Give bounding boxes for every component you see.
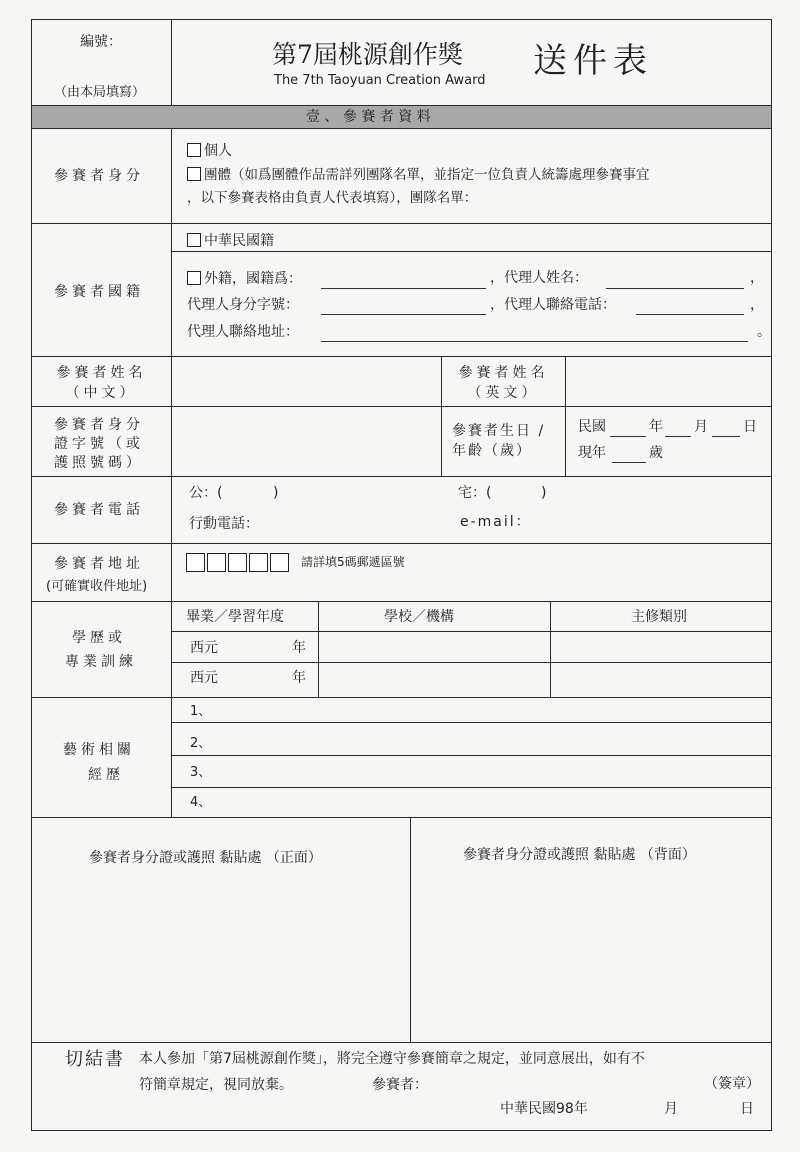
serial-label: 編號：	[80, 34, 122, 50]
agent-phone-label: ，代理人聯絡電話：	[490, 297, 616, 313]
name-zh-sub: （中文）	[65, 385, 138, 401]
age-unit: 歲	[649, 445, 663, 461]
foreign-country-line[interactable]	[321, 288, 486, 289]
foreign-checkbox[interactable]	[187, 271, 201, 285]
identity-group-option[interactable]: 團體（如爲團體作品需詳列團隊名單，並指定一位負責人統籌處理參賽事宜	[187, 167, 650, 183]
section-title: 壹 、 參 賽 者 資 料	[306, 109, 431, 125]
col-major: 主修類別	[631, 609, 687, 625]
id-label-3: 護照號碼）	[54, 455, 144, 471]
birth-roc: 民國	[578, 419, 606, 435]
phone-label: 參賽者電話	[54, 502, 144, 518]
award-title: 第7屆桃源創作獎	[272, 40, 463, 69]
art-item-2: 2、	[190, 736, 212, 751]
birth-day-line[interactable]	[712, 436, 740, 437]
pledge-signer: 參賽者：	[372, 1077, 428, 1093]
art-label-2: 經歷	[88, 767, 124, 783]
award-title-en: The 7th Taoyuan Creation Award	[274, 73, 486, 88]
id-label-1: 參賽者身分	[54, 417, 144, 433]
agent-address-line[interactable]	[321, 341, 748, 342]
name-en-sub: （英文）	[467, 385, 540, 401]
birth-month-line[interactable]	[665, 436, 691, 437]
col-year: 畢業／學習年度	[186, 609, 284, 625]
pledge-seal: （簽章）	[704, 1076, 760, 1092]
name-zh-label: 參賽者姓名	[56, 365, 147, 381]
zip-note: 請詳填5碼郵遞區號	[301, 555, 405, 569]
individual-checkbox[interactable]	[187, 143, 201, 157]
identity-group-line2: ，以下參賽表格由負責人代表填寫），團隊名單：	[187, 190, 478, 206]
pledge-date-month: 月	[664, 1101, 678, 1117]
identity-individual-option[interactable]: 個人	[187, 143, 232, 158]
comma-1: ，	[750, 270, 764, 286]
birth-label-2: 年齡（歲）	[452, 443, 532, 459]
edu-row-1-era: 西元	[190, 640, 218, 656]
agent-name-label: ，代理人姓名：	[490, 270, 588, 286]
office-phone: 公：(	[189, 485, 223, 501]
form-title: 送件表	[533, 41, 653, 81]
zip-boxes[interactable]	[186, 553, 291, 572]
pledge-line1: 本人參加「第7屆桃源創作獎」，將完全遵守參賽簡章之規定，並同意展出，如有不	[139, 1051, 645, 1067]
pledge-line2: 符簡章規定，視同放棄。	[139, 1077, 293, 1093]
id-label-2: 證字號（或	[54, 436, 144, 452]
art-item-4: 4、	[190, 795, 212, 810]
edu-row-2-unit: 年	[292, 670, 306, 686]
col-school: 學校／機構	[384, 609, 454, 625]
birth-day: 日	[743, 419, 757, 435]
birth-year: 年	[649, 419, 663, 435]
birth-label-1: 參賽者生日 /	[452, 423, 546, 439]
name-en-label: 參賽者姓名	[458, 365, 549, 381]
email-label: e-mail：	[460, 514, 532, 530]
identity-label: 參賽者身分	[54, 168, 144, 184]
education-label-2: 專業訓練	[65, 654, 137, 670]
nationality-label: 參賽者國籍	[54, 284, 144, 300]
birth-year-line[interactable]	[610, 436, 646, 437]
address-label: 參賽者地址	[54, 556, 144, 572]
comma-2: ，	[750, 297, 764, 313]
office-phone-close: )	[273, 485, 279, 501]
paste-front: 參賽者身分證或護照 黏貼處 （正面）	[89, 850, 322, 866]
roc-checkbox[interactable]	[187, 233, 201, 247]
education-label-1: 學歷或	[72, 630, 126, 646]
agent-phone-line[interactable]	[636, 314, 744, 315]
agent-id-line[interactable]	[321, 314, 486, 315]
art-item-1: 1、	[190, 704, 212, 719]
edu-row-1-unit: 年	[292, 640, 306, 656]
period: 。	[757, 324, 771, 340]
edu-row-2-era: 西元	[190, 670, 218, 686]
pledge-date-roc: 中華民國98年	[500, 1101, 588, 1117]
pledge-date-day: 日	[740, 1101, 754, 1117]
pledge-title: 切結書	[65, 1049, 125, 1070]
group-checkbox[interactable]	[187, 167, 201, 181]
home-phone-close: )	[541, 485, 547, 501]
nationality-foreign-option[interactable]: 外籍，國籍爲：	[187, 271, 302, 286]
birth-month: 月	[694, 419, 708, 435]
current-age-label: 現年	[578, 445, 606, 461]
art-item-3: 3、	[190, 765, 212, 780]
paste-back: 參賽者身分證或護照 黏貼處 （背面）	[463, 847, 696, 863]
nationality-roc-option[interactable]: 中華民國籍	[187, 233, 274, 248]
agent-name-line[interactable]	[606, 288, 744, 289]
address-sub: (可確實收件地址)	[46, 579, 148, 594]
home-phone: 宅：(	[458, 485, 492, 501]
age-line[interactable]	[612, 462, 646, 463]
agent-address-label: 代理人聯絡地址：	[187, 324, 299, 340]
serial-note: （由本局填寫）	[54, 85, 146, 100]
agent-id-label: 代理人身分字號：	[187, 297, 299, 313]
mobile-phone: 行動電話：	[189, 516, 259, 532]
art-label-1: 藝術相關	[63, 742, 135, 758]
